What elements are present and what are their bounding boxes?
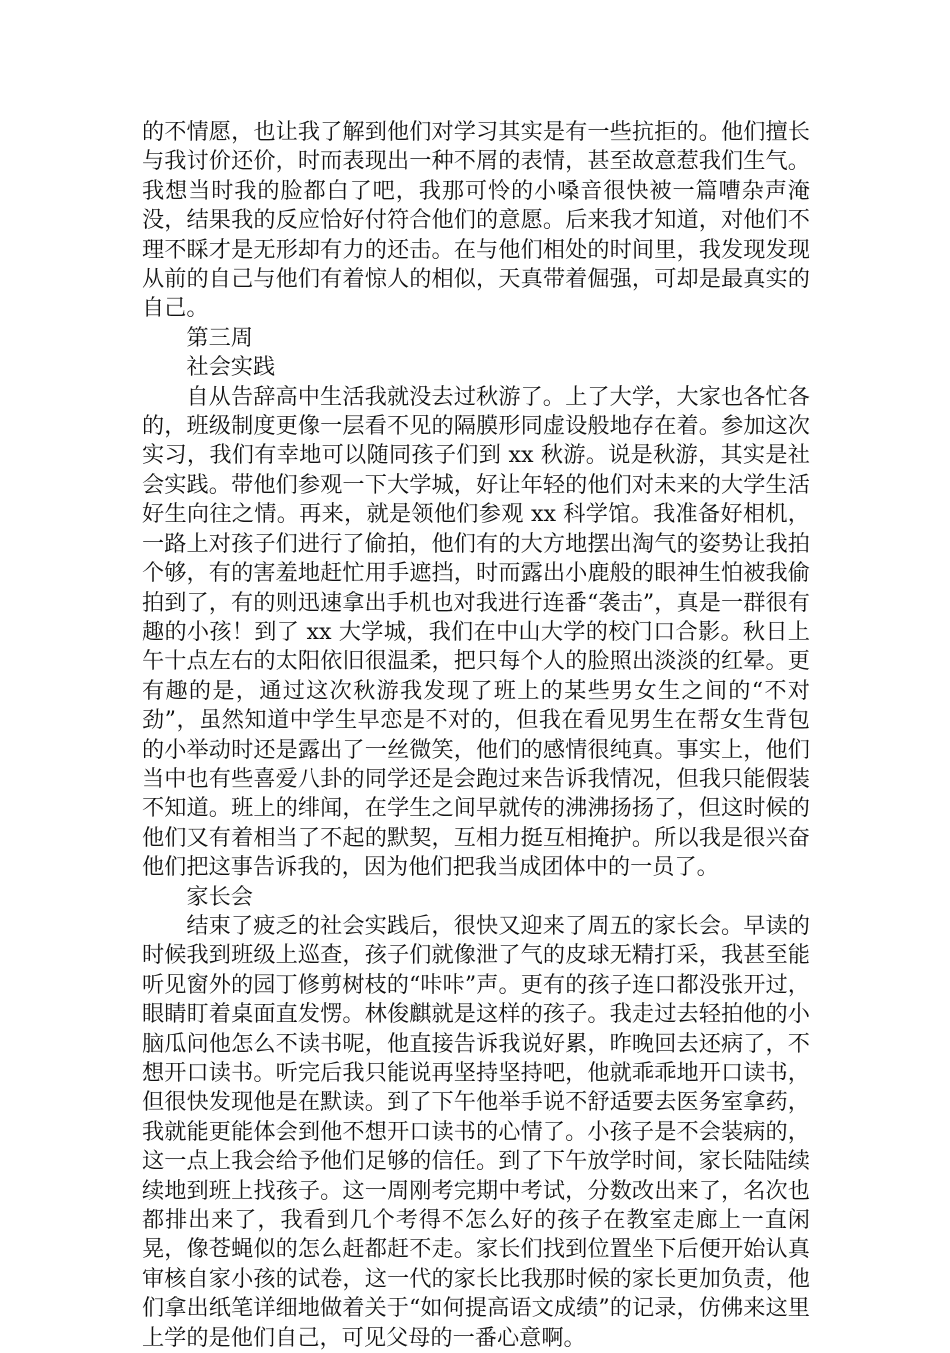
paragraph-social-practice: 自从告辞高中生活我就没去过秋游了。上了大学，大家也各忙各的，班级制度更像一层看不见的隔膜形同虚设般地存在着。参加这次实习，我们有幸地可以随同孩子们到 xx 秋游。说是秋游，其实是社会实践。带他们参观一下大学城，好让年轻的他们对未来的大学生活好生向往之情。再来，就是领他们参观 xx 科学馆。我准备好相机，一路上对孩子们进行了偷拍，他们有的大方地摆出淘气的姿势让我拍个够，有的害羞地赶忙用手遮挡，时而露出小鹿般的眼神生怕被我偷拍到了，有的则迅速拿出手机也对我进行连番“袭击”，真是一群很有趣的小孩！到了 xx 大学城，我们在中山大学的校门口合影。秋日上午十点左右的太阳依旧很温柔，把只每个人的脸照出淡淡的红晕。更有趣的是，通过这次秋游我发现了班上的某些男女生之间的“不对劲”，虽然知道中学生早恋是不对的，但我在看见男生在帮女生背包的小举动时还是露出了一丝微笑，他们的感情很纯真。事实上，他们当中也有些喜爱八卦的同学还是会跑过来告诉我情况，但我只能假装不知道。班上的绯闻，在学生之间早就传的沸沸扬扬了，但这时候的他们又有着相当了不起的默契，互相力挺互相掩护。所以我是很兴奋他们把这事告诉我的，因为他们把我当成团体中的一员了。 (142, 383, 810, 881)
document-page (142, 118, 810, 1353)
heading-parent-meeting: 家长会 (186, 883, 253, 910)
paragraph-parent-meeting: 结束了疲乏的社会实践后，很快又迎来了周五的家长会。早读的时候我到班级上巡查，孩子们就像泄了气的皮球无精打采，我甚至能听见窗外的园丁修剪树枝的“咔咔”声。更有的孩子连口都没张开过，眼睛盯着桌面直发愣。林俊麒就是这样的孩子。我走过去轻拍他的小脑瓜问他怎么不读书呢，他直接告诉我说好累，昨晚回去还病了，不想开口读书。听完后我只能说再坚持坚持吧，他就乖乖地开口读书，但很快发现他是在默读。到了下午他举手说不舒适要去医务室拿药，我就能更能体会到他不想开口读书的心情了。小孩子是不会装病的，这一点上我会给予他们足够的信任。到了下午放学时间，家长陆陆续续地到班上找孩子。这一周刚考完期中考试，分数改出来了，名次也都排出来了，我看到几个考得不怎么好的孩子在教室走廊上一直闲晃，像苍蝇似的怎么赶都赶不走。家长们找到位置坐下后便开始认真审核自家小孩的试卷，这一代的家长比我那时候的家长更加负责，他们拿出纸笔详细地做着关于“如何提高语文成绩”的记录，仿佛来这里上学的是他们自己，可见父母的一番心意啊。 (142, 912, 810, 1351)
paragraph-continuation: 的不情愿，也让我了解到他们对学习其实是有一些抗拒的。他们擅长与我讨价还价，时而表现出一种不屑的表情，甚至故意惹我们生气。我想当时我的脸都白了吧，我那可怜的小嗓音很快被一篇嘈杂声淹没，结果我的反应恰好付符合他们的意愿。后来我才知道，对他们不理不睬才是无形却有力的还击。在与他们相处的时间里，我发现发现从前的自己与他们有着惊人的相似，天真带着倔强，可却是最真实的自己。 (142, 119, 810, 322)
heading-social-practice: 社会实践 (186, 354, 276, 381)
heading-week-three: 第三周 (186, 324, 253, 351)
